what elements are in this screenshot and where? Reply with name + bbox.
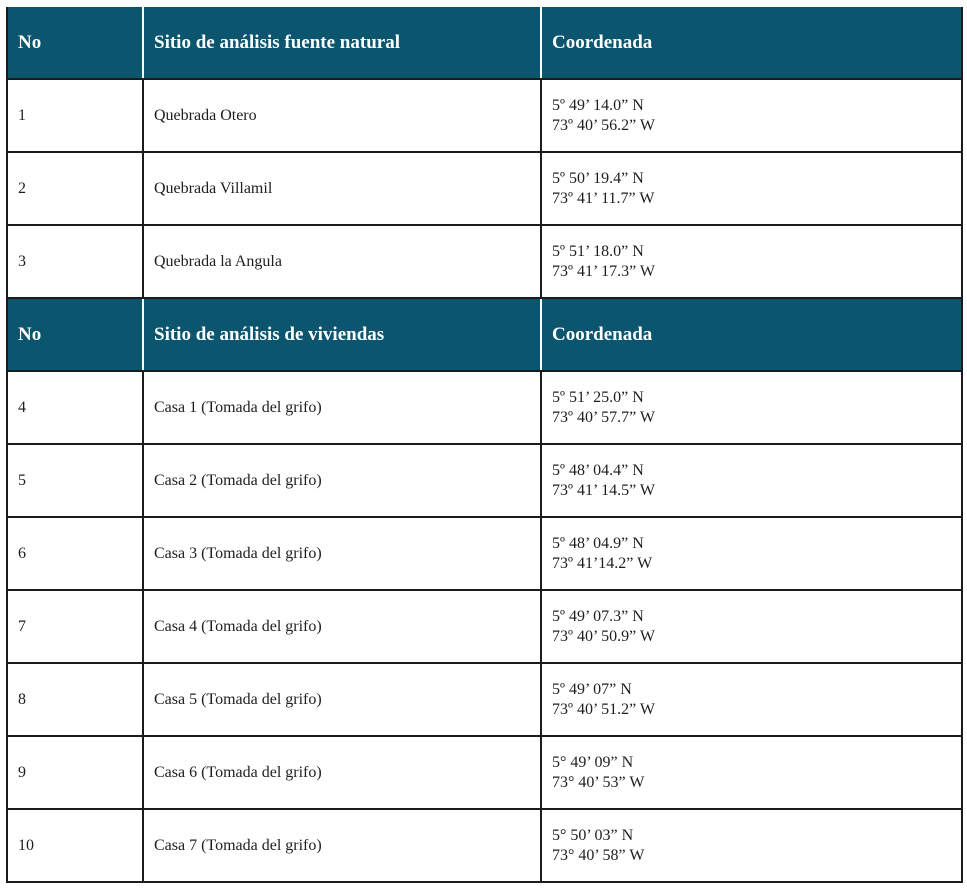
row-site: Quebrada la Angula [144,226,542,297]
longitude: 73º 40’ 50.9” W [552,627,656,645]
latitude: 5° 50’ 03” N [552,826,634,844]
row-site: Casa 3 (Tomada del grifo) [144,518,542,589]
table-row [8,591,961,664]
table-header-natural-sources [8,7,961,80]
row-coordinate [542,80,961,151]
latitude: 5º 48’ 04.4” N [552,461,644,479]
row-site: Casa 7 (Tomada del grifo) [144,810,542,881]
longitude: 73º 41’ 17.3” W [552,262,656,280]
table-row [8,372,961,445]
longitude: 73º 41’ 14.5” W [552,481,656,499]
latitude: 5º 51’ 25.0” N [552,388,644,406]
latitude: 5° 49’ 09” N [552,753,634,771]
row-coordinate [542,737,961,808]
row-coordinate [542,445,961,516]
row-number: 7 [8,591,144,662]
longitude: 73º 41’14.2” W [552,554,653,572]
row-number: 8 [8,664,144,735]
row-site: Quebrada Villamil [144,153,542,224]
table-row [8,445,961,518]
row-number: 2 [8,153,144,224]
row-coordinate [542,372,961,443]
row-coordinate [542,518,961,589]
row-coordinate [542,153,961,224]
latitude: 5º 49’ 07” N [552,680,632,698]
row-number: 10 [8,810,144,881]
row-site: Casa 5 (Tomada del grifo) [144,664,542,735]
table-row [8,737,961,810]
longitude: 73º 40’ 56.2” W [552,116,656,134]
table-header-houses [8,299,961,372]
longitude: 73º 40’ 51.2” W [552,700,656,718]
header-coordinate: Coordenada [552,323,653,345]
row-site: Quebrada Otero [144,80,542,151]
latitude: 5º 51’ 18.0” N [552,242,644,260]
longitude: 73° 40’ 53” W [552,773,645,791]
latitude: 5º 48’ 04.9” N [552,534,644,552]
latitude: 5º 49’ 14.0” N [552,96,644,114]
longitude: 73º 41’ 11.7” W [552,189,655,207]
table-row [8,226,961,299]
row-coordinate [542,810,961,881]
header-site: Sitio de análisis de viviendas [144,299,542,370]
header-no: No [8,7,144,78]
row-coordinate [542,664,961,735]
longitude: 73º 40’ 57.7” W [552,408,656,426]
latitude: 5º 50’ 19.4” N [552,169,644,187]
row-site: Casa 6 (Tomada del grifo) [144,737,542,808]
row-number: 1 [8,80,144,151]
table-row [8,153,961,226]
row-number: 9 [8,737,144,808]
header-coordinate: Coordenada [552,31,653,53]
row-site: Casa 2 (Tomada del grifo) [144,445,542,516]
row-number: 3 [8,226,144,297]
row-coordinate [542,591,961,662]
table-row [8,664,961,737]
table-row [8,80,961,153]
row-coordinate [542,226,961,297]
coordinates-table [6,7,963,883]
row-site: Casa 4 (Tomada del grifo) [144,591,542,662]
row-number: 5 [8,445,144,516]
latitude: 5º 49’ 07.3” N [552,607,644,625]
row-number: 4 [8,372,144,443]
longitude: 73° 40’ 58” W [552,846,645,864]
row-number: 6 [8,518,144,589]
header-site: Sitio de análisis fuente natural [144,7,542,78]
table-row [8,518,961,591]
row-site: Casa 1 (Tomada del grifo) [144,372,542,443]
table-row [8,810,961,883]
header-no: No [8,299,144,370]
